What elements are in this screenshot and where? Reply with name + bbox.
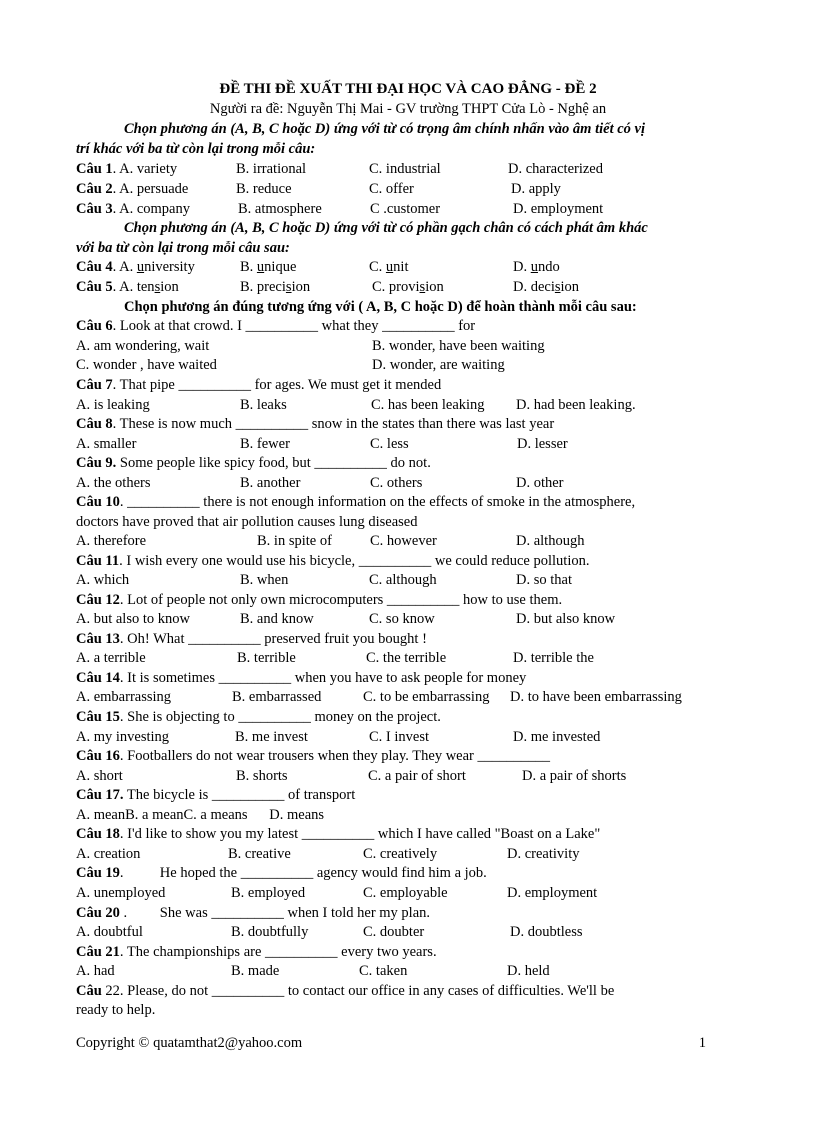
option-b: B. precision	[240, 279, 311, 295]
option-c: C. unit	[369, 259, 409, 275]
option-c: C. to be embarrassing	[363, 689, 490, 705]
option-c: C. although	[369, 572, 437, 588]
option-d: D. a pair of shorts	[522, 768, 627, 784]
option-d: D. me invested	[513, 729, 601, 745]
option-d: D. decision	[513, 279, 580, 295]
question-number: Câu 12	[76, 592, 120, 608]
option-d: D. had been leaking.	[516, 397, 636, 413]
option-d: D. employment	[507, 885, 598, 901]
option-c: C. so know	[369, 611, 435, 627]
option-d: D. terrible the	[513, 650, 594, 666]
option-a: A. creation	[76, 846, 141, 862]
option-b: B. fewer	[240, 436, 290, 452]
question-number: Câu 2	[76, 181, 113, 197]
option-d: D. wonder, are waiting	[372, 357, 505, 373]
option-b: B. doubtfully	[231, 924, 309, 940]
option-c: C. however	[370, 533, 437, 549]
page-number: 1	[698, 1035, 706, 1051]
instruction-stress-line1: Chọn phương án (A, B, C hoặc D) ứng với từ có trọng âm chính nhấn vào âm tiết có vị	[124, 121, 646, 137]
question-number: Câu 8	[76, 416, 113, 432]
option-c: C. the terrible	[366, 650, 447, 666]
option-a: . A. persuade	[112, 181, 189, 197]
option-c: C. I invest	[369, 729, 430, 745]
option-a: A. therefore	[76, 533, 147, 549]
option-a: . A. company	[112, 201, 190, 217]
question-14-stem: Câu 14. It is sometimes __________ when you have to ask people for money	[76, 670, 527, 686]
option-d: D. held	[507, 963, 550, 979]
option-a: A. my investing	[76, 729, 170, 745]
option-b: B. employed	[231, 885, 306, 901]
option-a: A. but also to know	[76, 611, 190, 627]
option-b: B. embarrassed	[232, 689, 322, 705]
option-d: D. characterized	[508, 161, 603, 177]
author-line: Người ra đề: Nguyễn Thị Mai - GV trường THPT Cửa Lò - Nghệ an	[209, 101, 607, 117]
question-number: Câu 11	[76, 553, 120, 569]
option-a: A. is leaking	[76, 397, 150, 413]
option-d: D. so that	[516, 572, 572, 588]
option-b: B. and know	[240, 611, 314, 627]
option-a: A. which	[76, 572, 130, 588]
question-number: Câu 4	[76, 259, 113, 275]
question-number: Câu 1	[76, 161, 113, 177]
question-10-stem-cont: doctors have proved that air pollution causes lung diseased	[76, 514, 418, 530]
question-6-stem: Câu 6. Look at that crowd. I __________ what they __________ for	[76, 318, 476, 334]
page-footer	[76, 1035, 706, 1052]
option-b: B. leaks	[240, 397, 287, 413]
option-d: D. other	[516, 475, 564, 491]
question-8-stem: Câu 8. These is now much __________ snow in the states than there was last year	[76, 416, 555, 432]
question-number: Câu 6	[76, 318, 113, 334]
exam-page: ĐỀ THI ĐỀ XUẤT THI ĐẠI HỌC VÀ CAO ĐẲNG - ĐỀ 2 Người ra đề: Nguyễn Thị Mai - GV trường THPT Cửa Lò - Nghệ an Chọn phương án (A, B, C hoặc D) ứng với từ có trọng âm chính nhấn vào âm tiết có vị trí khác với ba từ còn lại trong mỗi câu: Câu 1. A. variety B. irrational C. industrial D. characterized Câu 2. A. persuade B. reduce C. offer D. apply Câu 3. A. company B. atmosphere C .customer D. employment Chọn phương án (A, B, C hoặc D) ứng với từ có phần gạch chân có cách phát âm khác với ba từ còn lại trong mỗi câu sau: Câu 4. A. university B. unique C. unit D. undo Câu 5. A. tension B. precision C. provision D. decision Chọn phương án đúng tương ứng với ( A, B, C hoặc D) để hoàn thành mỗi câu sau: Câu 6. Look at that crowd. I __________ what they __________ for A. am wondering, wait B. wonder, have been waiting C. wonder , have waited D. wonder, are waiting Câu 7. That pipe __________ for ages. We must get it mended A. is leaking B. leaks C. has been leaking D. had been leaking. Câu 8. These is now much __________ snow in the states than there was last year A. smaller B. fewer C. less D. lesser Câu 9. Some people like spicy food, but __________ do not. A. the others B. another C. others D. other Câu 10. __________ there is not enough information on the effects of smoke in the atmosphere, doctors have proved that air pollution causes lung diseased A. therefore B. in spite of C. however D. although Câu 11. I wish every one would use his bicycle, __________ we could reduce pollution. A. which B. when C. although D. so that Câu 12. Lot of people not only own microcomputers __________ how to use them. A. but also to know B. and know C. so know D. but also know Câu 13. Oh! What __________ preserved fruit you bought ! A. a terrible B. terrible C. the terrible D. terrible the Câu 14. It is sometimes __________ when you have to ask people for money A. embarrassing B. embarrassed C. to be embarrassing D. to have been embarrassing Câu 15. She is objecting to __________ money on the project. A. my investing B. me invest C. I invest D. me invested Câu 16. Footballers do not wear trousers when they play. They wear __________ A. short B. shorts C. a pair of short D. a pair of shorts Câu 17. The bicycle is __________ of transport A. meanB. a meanC. a means D. means Câu 18. I'd like to show you my latest __________ which I have called "Boast on a Lake" A. creation B. creative C. creatively D. creativity Câu 19. He hoped the __________ agency would find him a job. A. unemployed B. employed C. employable D. employment Câu 20 . She was __________ when I told her my plan. A. doubtful B. doubtfully C. doubter D. doubtless Câu 21. The championships are __________ every two years. A. had B. made C. taken D. held Câu 22. Please, do not __________ to contact our office in any cases of difficulties. We'll be ready to help. Copyright © quatamthat2@yahoo.com 1	[0, 0, 816, 1123]
question-17-stem: Câu 17. The bicycle is __________ of transport	[76, 787, 356, 803]
option-b: B. reduce	[236, 181, 292, 197]
option-b: B. irrational	[236, 161, 307, 177]
option-a: A. smaller	[76, 436, 137, 452]
option-c: C. others	[370, 475, 423, 491]
question-number: Câu 16	[76, 748, 120, 764]
question-number: Câu 7	[76, 377, 113, 393]
option-c: C. taken	[359, 963, 408, 979]
option-a: A. had	[76, 963, 115, 979]
option-d: D. undo	[513, 259, 560, 275]
option-b: B. when	[240, 572, 289, 588]
option-c: C. industrial	[369, 161, 441, 177]
option-a: A. a terrible	[76, 650, 146, 666]
option-c: C. offer	[369, 181, 414, 197]
option-b: B. shorts	[236, 768, 288, 784]
question-10-stem: Câu 10. __________ there is not enough information on the effects of smoke in the atmosphere,	[76, 494, 636, 510]
question-7-stem: Câu 7. That pipe __________ for ages. We must get it mended	[76, 377, 442, 393]
question-number: Câu 9.	[76, 455, 117, 471]
option-d: D. to have been embarrassing	[510, 689, 682, 705]
option-b: B. made	[231, 963, 280, 979]
option-d: D. creativity	[507, 846, 580, 862]
copyright-text: Copyright © quatamthat2@yahoo.com	[76, 1035, 303, 1051]
question-21-stem: Câu 21. The championships are __________ every two years.	[76, 944, 437, 960]
option-b: B. another	[240, 475, 301, 491]
question-20-stem: Câu 20 . She was __________ when I told her my plan.	[76, 905, 431, 921]
underlined-letter: u	[136, 259, 145, 275]
question-number: Câu 15	[76, 709, 120, 725]
option-a: A. doubtful	[76, 924, 143, 940]
instruction-pronunciation-line1: Chọn phương án (A, B, C hoặc D) ứng với từ có phần gạch chân có cách phát âm khác	[124, 220, 648, 236]
question-number: Câu 3	[76, 201, 113, 217]
question-11-stem: Câu 11. I wish every one would use his bicycle, __________ we could reduce pollution.	[76, 553, 590, 569]
option-d: D. although	[516, 533, 585, 549]
question-18-stem: Câu 18. I'd like to show you my latest __________ which I have called "Boast on a Lake"	[76, 826, 601, 842]
option-c: C. doubter	[363, 924, 425, 940]
option-b: B. wonder, have been waiting	[372, 338, 545, 354]
question-number: Câu 5	[76, 279, 113, 295]
question-22-stem-cont: ready to help.	[76, 1002, 156, 1018]
question-number: Câu 20	[76, 905, 120, 921]
option-b: B. in spite of	[257, 533, 332, 549]
question-number: Câu 17.	[76, 787, 124, 803]
instruction-completion: Chọn phương án đúng tương ứng với ( A, B, C hoặc D) để hoàn thành mỗi câu sau:	[124, 299, 637, 315]
exam-title: ĐỀ THI ĐỀ XUẤT THI ĐẠI HỌC VÀ CAO ĐẲNG - ĐỀ 2	[219, 81, 597, 97]
option-d: D. apply	[511, 181, 561, 197]
question-number: Câu 19	[76, 865, 120, 881]
option-c: C. has been leaking	[371, 397, 485, 413]
question-16-stem: Câu 16. Footballers do not wear trousers when they play. They wear __________	[76, 748, 550, 764]
option-a: A. the others	[76, 475, 151, 491]
option-b: B. unique	[240, 259, 297, 275]
option-c: C. employable	[363, 885, 448, 901]
option-c: C .customer	[370, 201, 441, 217]
option-c: C. less	[370, 436, 409, 452]
option-d: D. employment	[513, 201, 604, 217]
option-b: B. atmosphere	[238, 201, 322, 217]
question-15-stem: Câu 15. She is objecting to __________ money on the project.	[76, 709, 441, 725]
option-a: A. short	[76, 768, 123, 784]
question-number: Câu 18	[76, 826, 120, 842]
option-a: . A. variety	[112, 161, 178, 177]
question-number: Câu 21	[76, 944, 120, 960]
option-a: A. am wondering, wait	[76, 338, 210, 354]
underlined-letter: s	[154, 279, 161, 295]
question-19-stem: Câu 19. He hoped the __________ agency would find him a job.	[76, 865, 487, 881]
question-number: Câu	[76, 983, 102, 999]
option-a: A. unemployed	[76, 885, 166, 901]
option-c: C. creatively	[363, 846, 438, 862]
option-b: B. terrible	[237, 650, 296, 666]
instruction-pronunciation-line2: với ba từ còn lại trong mỗi câu sau:	[76, 240, 290, 256]
option-b: B. creative	[228, 846, 291, 862]
question-22-stem: Câu 22. Please, do not __________ to contact our office in any cases of difficulties. We'll be	[76, 983, 615, 999]
question-17-options: A. meanB. a meanC. a means D. means	[76, 807, 325, 823]
option-b: B. me invest	[235, 729, 308, 745]
question-12-stem: Câu 12. Lot of people not only own microcomputers __________ how to use them.	[76, 592, 563, 608]
option-d: D. but also know	[516, 611, 616, 627]
question-13-stem: Câu 13. Oh! What __________ preserved fruit you bought !	[76, 631, 427, 647]
option-c: C. provision	[372, 279, 444, 295]
question-number: Câu 10	[76, 494, 120, 510]
question-number: Câu 13	[76, 631, 120, 647]
question-number: Câu 14	[76, 670, 120, 686]
instruction-stress-line2: trí khác với ba từ còn lại trong mỗi câu:	[76, 141, 316, 157]
option-c: C. wonder , have waited	[76, 357, 217, 373]
option-d: D. lesser	[517, 436, 568, 452]
option-c: C. a pair of short	[368, 768, 466, 784]
option-d: D. doubtless	[510, 924, 583, 940]
question-9-stem: Câu 9. Some people like spicy food, but __________ do not.	[76, 455, 431, 471]
option-a: A. embarrassing	[76, 689, 172, 705]
